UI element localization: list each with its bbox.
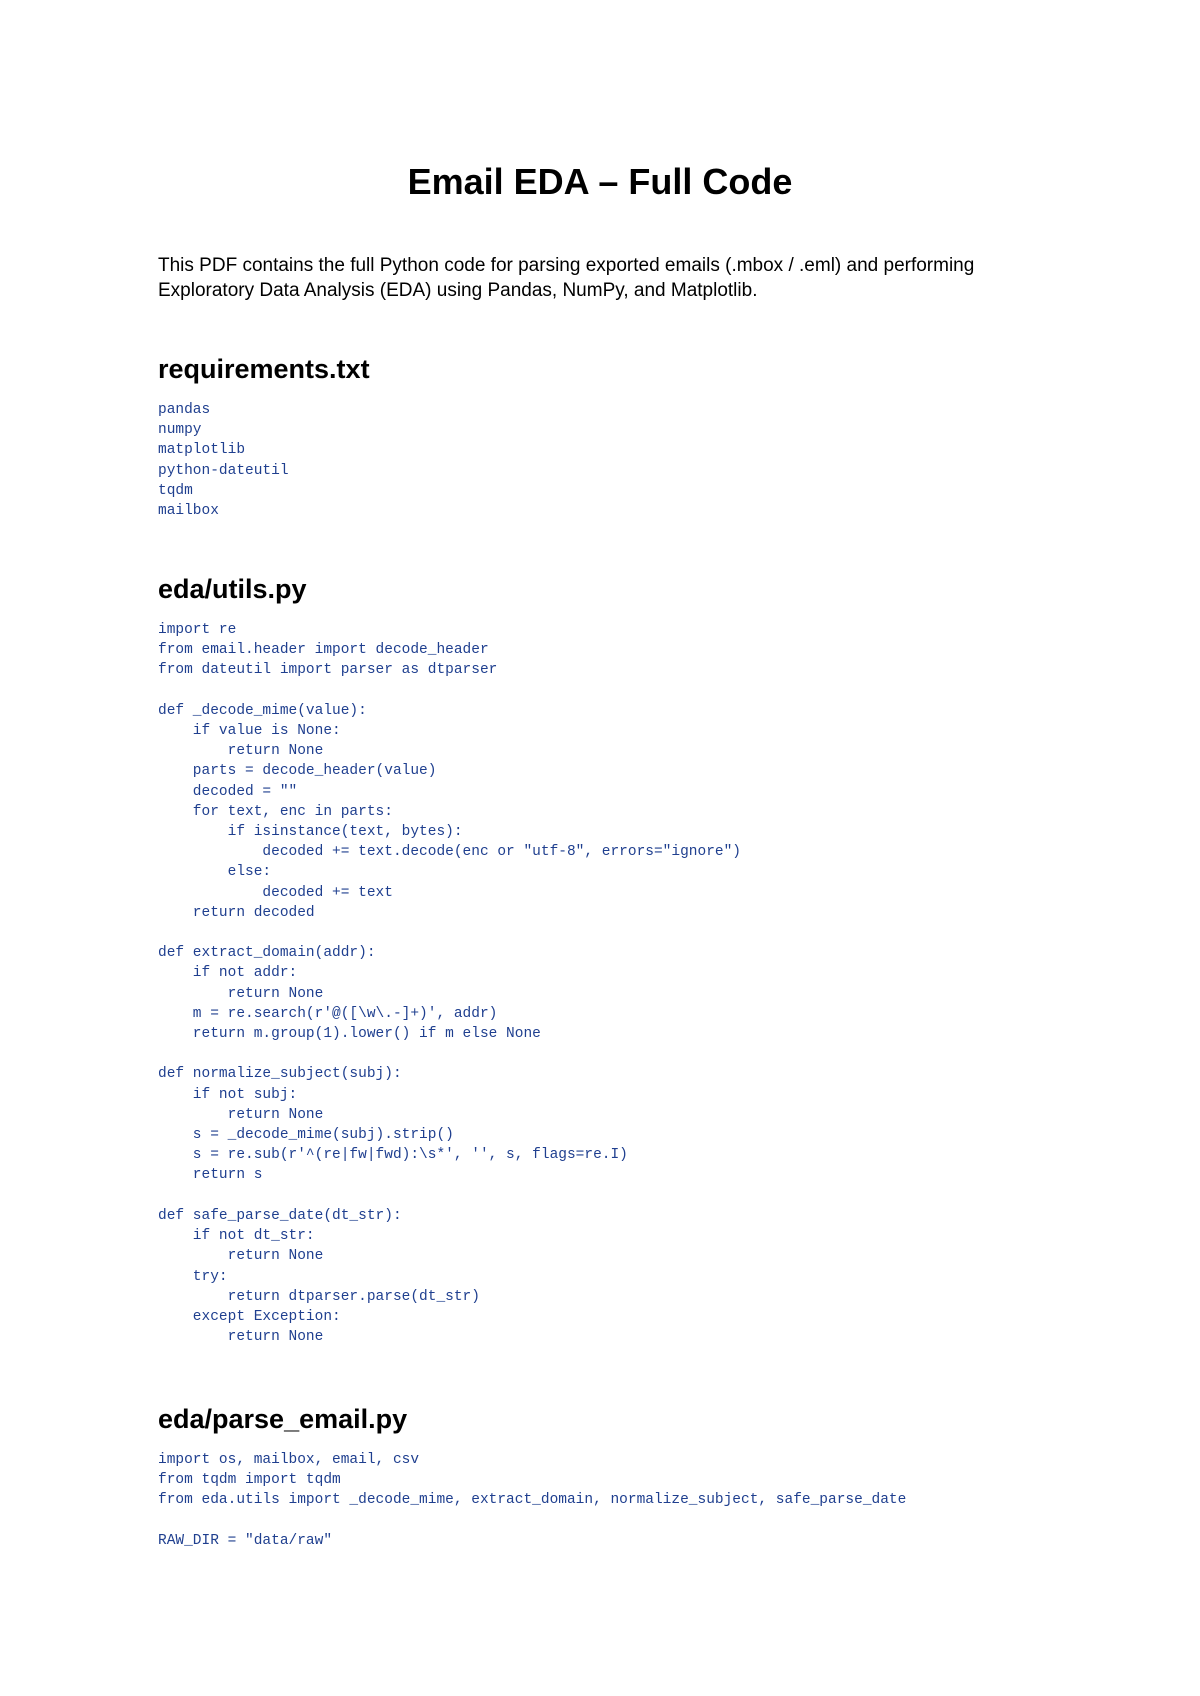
section-heading-utils: eda/utils.py (158, 574, 307, 604)
section-heading-parse-email: eda/parse_email.py (158, 1404, 408, 1434)
document-title: Email EDA – Full Code (407, 161, 793, 202)
intro-paragraph: This PDF contains the full Python code for parsing exported emails (.mbox / .eml) and performing Exploratory Data Analysis (EDA) using Pandas, NumPy, and Matplotlib. (158, 255, 975, 301)
code-block-utils: import re from email.header import decode_header from dateutil import parser as dtparser def _decode_mime(value): if value is None: return None parts = decode_header(value) decoded = "" for text, enc in parts: if isinstance(text, bytes): decoded += text.decode(enc or "utf-8", errors="ignore") else: decoded += text return decoded def extract_domain(addr): if not addr: return None m = re.search(r'@([\w\.-]+)', addr) return m.group(1).lower() if m else None def normalize_subject(subj): if not subj: return None s = _decode_mime(subj).strip() s = re.sub(r'^(re|fw|fwd):\s*', '', s, flags=re.I) return s def safe_parse_date(dt_str): if not dt_str: return None try: return dtparser.parse(dt_str) except Exception: return None (158, 622, 741, 1346)
code-block-requirements: pandas numpy matplotlib python-dateutil tqdm mailbox (158, 402, 289, 520)
section-heading-requirements: requirements.txt (158, 354, 370, 384)
code-block-parse-email: import os, mailbox, email, csv from tqdm import tqdm from eda.utils import _decode_mime, extract_domain, normalize_subject, safe_parse_date RAW_DIR = "data/raw" (158, 1452, 907, 1549)
